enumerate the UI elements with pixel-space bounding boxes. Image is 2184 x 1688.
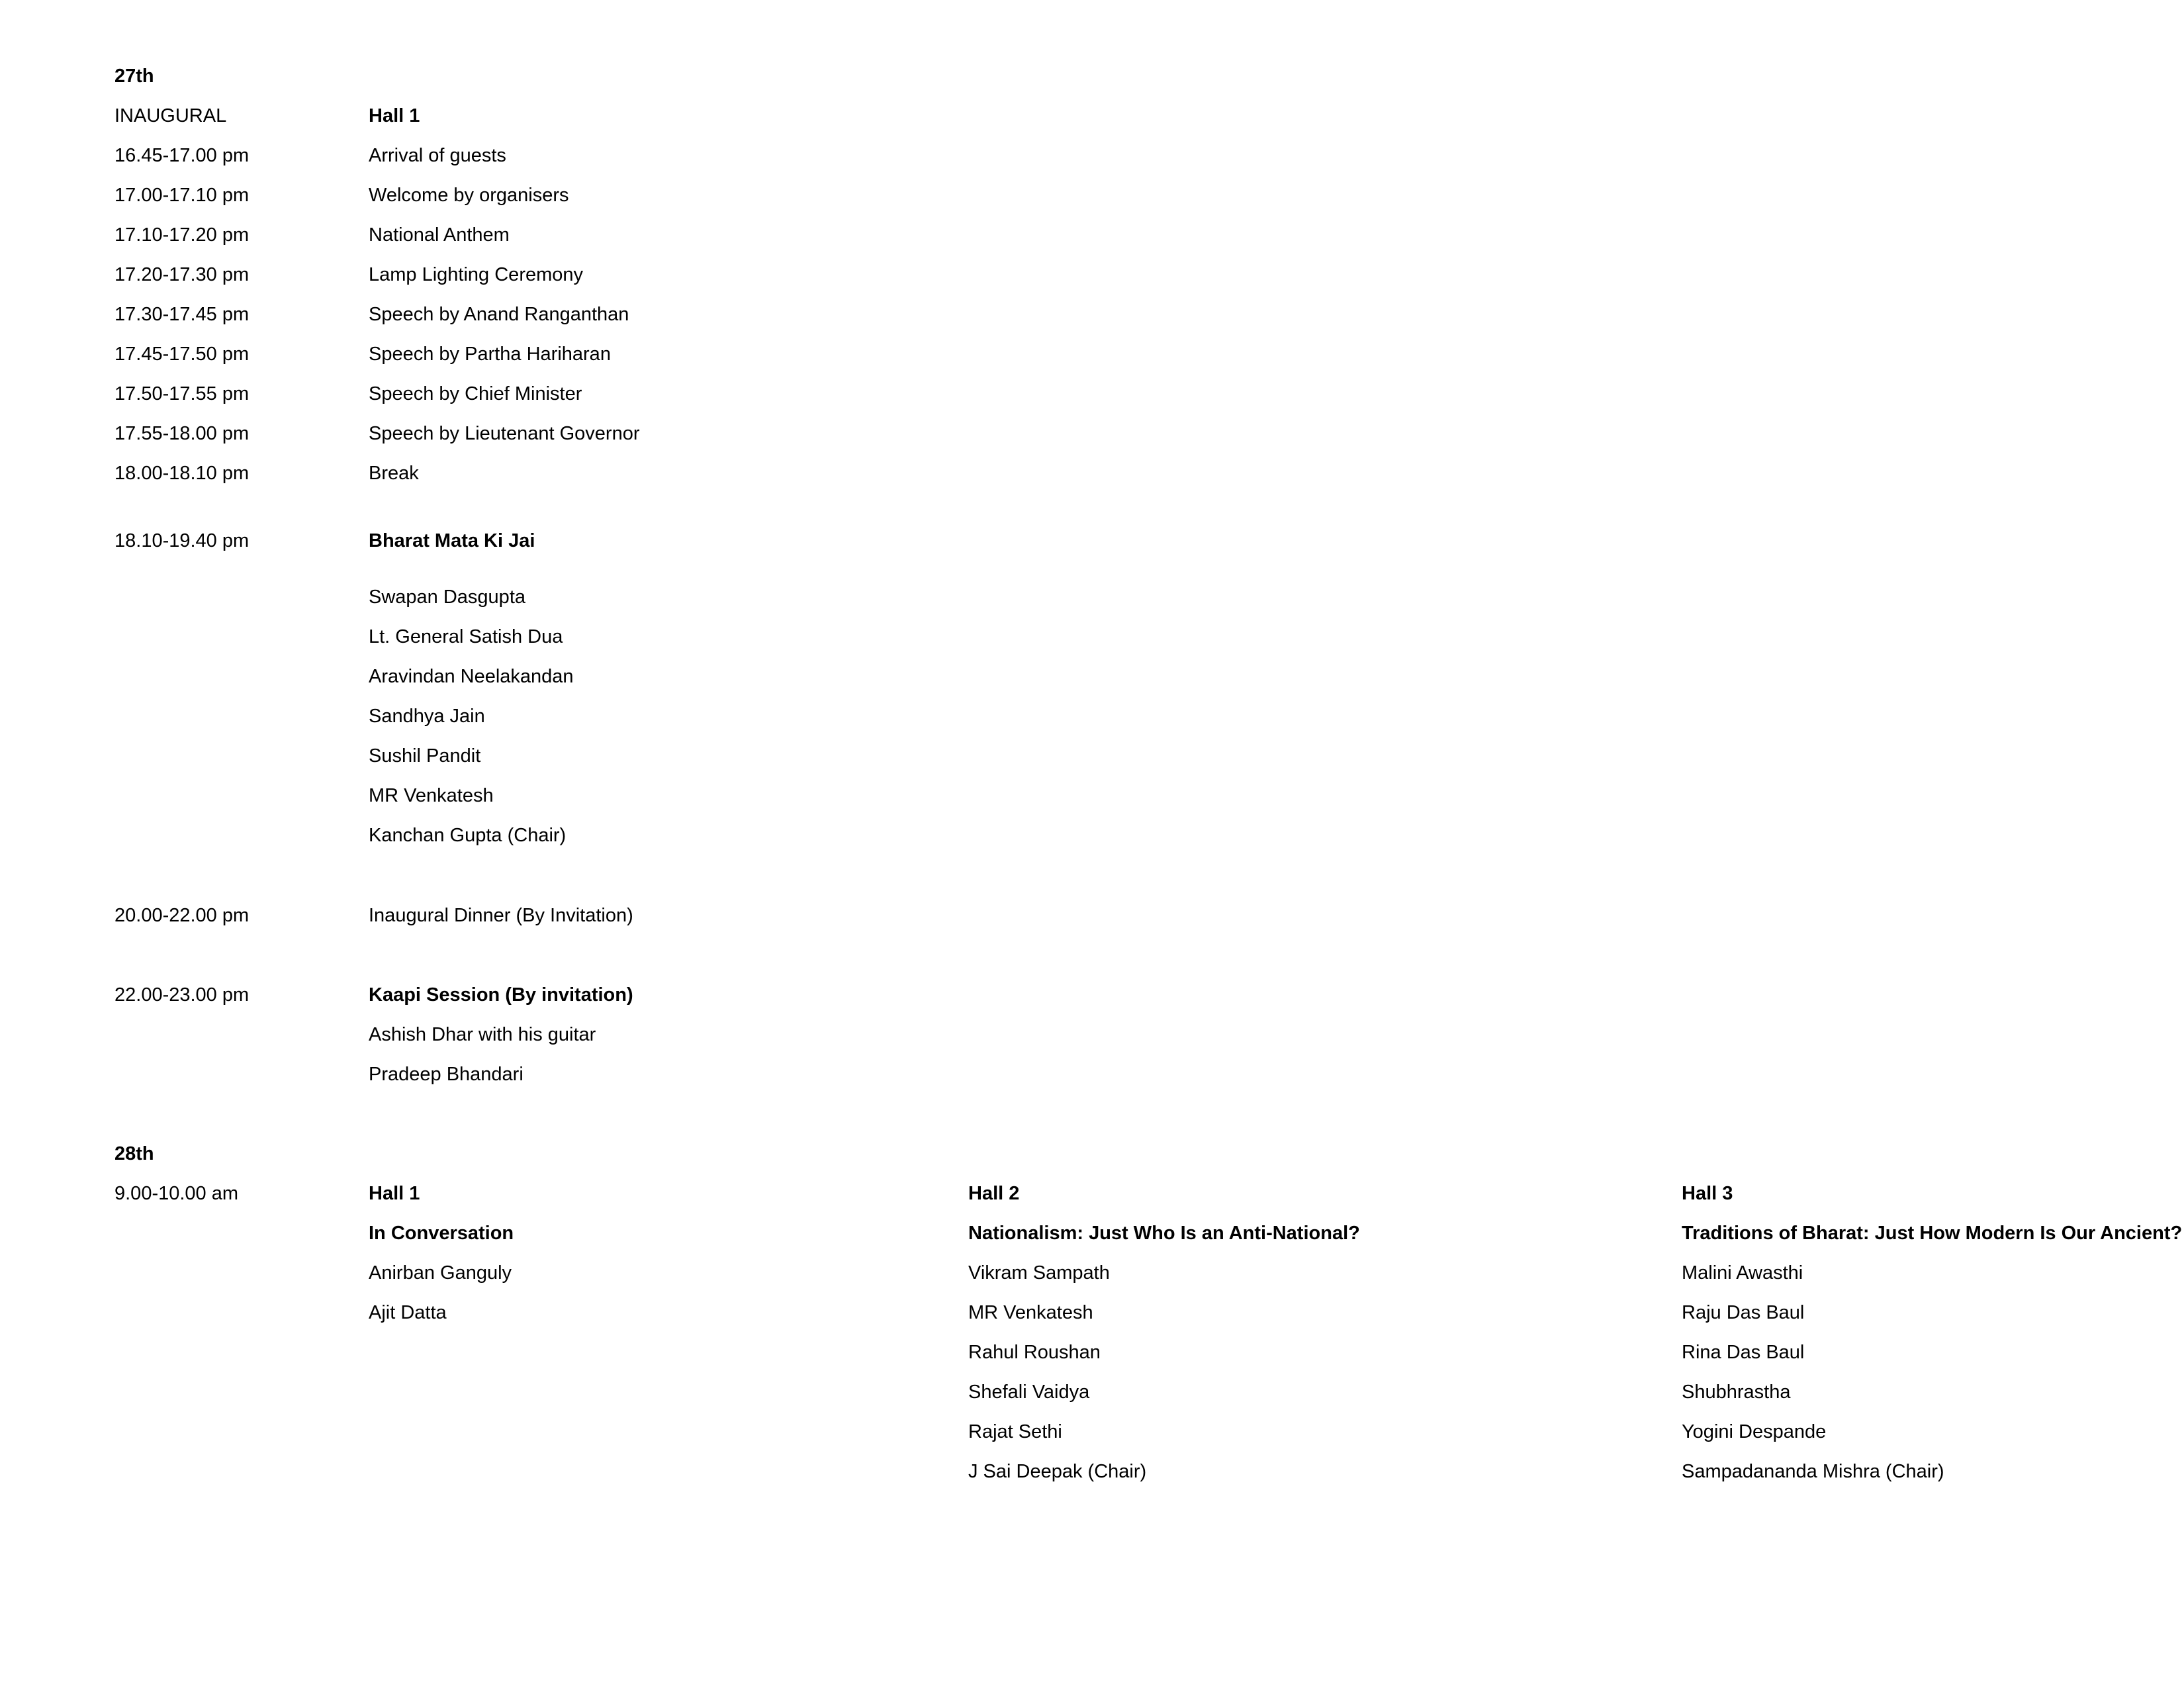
speaker-name: Yogini Despande xyxy=(1682,1421,1827,1442)
speaker-name: Aravindan Neelakandan xyxy=(369,666,574,687)
schedule-event: Speech by Lieutenant Governor xyxy=(369,423,640,444)
speaker-name: J Sai Deepak (Chair) xyxy=(968,1461,1147,1482)
speaker-name: Rajat Sethi xyxy=(968,1421,1062,1442)
schedule-time: 17.55-18.00 pm xyxy=(114,423,250,444)
hall-1-session-title: In Conversation xyxy=(369,1223,514,1244)
hall-2-session-title: Nationalism: Just Who Is an Anti-National? xyxy=(968,1223,1360,1244)
speaker-name: Sushil Pandit xyxy=(369,745,481,767)
schedule-time: 17.00-17.10 pm xyxy=(114,185,250,206)
speaker-name: Anirban Ganguly xyxy=(369,1262,512,1284)
schedule-time: 18.00-18.10 pm xyxy=(114,463,250,484)
schedule-time: 17.50-17.55 pm xyxy=(114,383,250,404)
speaker-name: Ashish Dhar with his guitar xyxy=(369,1024,596,1045)
schedule-event: Welcome by organisers xyxy=(369,185,569,206)
speaker-name: Shubhrastha xyxy=(1682,1382,1791,1403)
session-time: 18.10-19.40 pm xyxy=(114,530,250,551)
speaker-name: Lt. General Satish Dua xyxy=(369,626,563,647)
schedule-time: 17.10-17.20 pm xyxy=(114,224,250,246)
session-title: Bharat Mata Ki Jai xyxy=(369,530,535,551)
inaugural-hall-label: Hall 1 xyxy=(369,105,420,126)
session-title: Kaapi Session (By invitation) xyxy=(369,984,633,1006)
speaker-name: Ajit Datta xyxy=(369,1302,447,1323)
speaker-name: Kanchan Gupta (Chair) xyxy=(369,825,567,846)
day-heading-28th: 28th xyxy=(114,1143,154,1164)
speaker-name: Pradeep Bhandari xyxy=(369,1064,523,1085)
schedule-event: Arrival of guests xyxy=(369,145,506,166)
session-title: Inaugural Dinner (By Invitation) xyxy=(369,905,633,926)
speaker-name: Swapan Dasgupta xyxy=(369,586,525,608)
schedule-event: Break xyxy=(369,463,419,484)
schedule-event: Speech by Chief Minister xyxy=(369,383,582,404)
schedule-time: 17.30-17.45 pm xyxy=(114,304,250,325)
speaker-name: Shefali Vaidya xyxy=(968,1382,1090,1403)
inaugural-label: INAUGURAL xyxy=(114,105,227,126)
schedule-event: National Anthem xyxy=(369,224,510,246)
hall-3-label: Hall 3 xyxy=(1682,1183,1733,1204)
hall-1-label: Hall 1 xyxy=(369,1183,420,1204)
hall-3-session-title: Traditions of Bharat: Just How Modern Is Our Ancient? xyxy=(1682,1223,2183,1244)
session-time: 20.00-22.00 pm xyxy=(114,905,250,926)
hall-2-label: Hall 2 xyxy=(968,1183,1020,1204)
schedule-event: Speech by Partha Hariharan xyxy=(369,344,611,365)
speaker-name: Rahul Roushan xyxy=(968,1342,1101,1363)
speaker-name: Rina Das Baul xyxy=(1682,1342,1805,1363)
schedule-time: 16.45-17.00 pm xyxy=(114,145,250,166)
speaker-name: Vikram Sampath xyxy=(968,1262,1110,1284)
schedule-event: Speech by Anand Ranganthan xyxy=(369,304,629,325)
speaker-name: MR Venkatesh xyxy=(369,785,494,806)
day-heading-27th: 27th xyxy=(114,66,154,87)
speaker-name: MR Venkatesh xyxy=(968,1302,1093,1323)
speaker-name: Sampadananda Mishra (Chair) xyxy=(1682,1461,1944,1482)
session-time: 22.00-23.00 pm xyxy=(114,984,250,1006)
schedule-time: 17.20-17.30 pm xyxy=(114,264,250,285)
session-time: 9.00-10.00 am xyxy=(114,1183,239,1204)
speaker-name: Malini Awasthi xyxy=(1682,1262,1803,1284)
schedule-time: 17.45-17.50 pm xyxy=(114,344,250,365)
speaker-name: Sandhya Jain xyxy=(369,706,485,727)
schedule-event: Lamp Lighting Ceremony xyxy=(369,264,584,285)
speaker-name: Raju Das Baul xyxy=(1682,1302,1805,1323)
